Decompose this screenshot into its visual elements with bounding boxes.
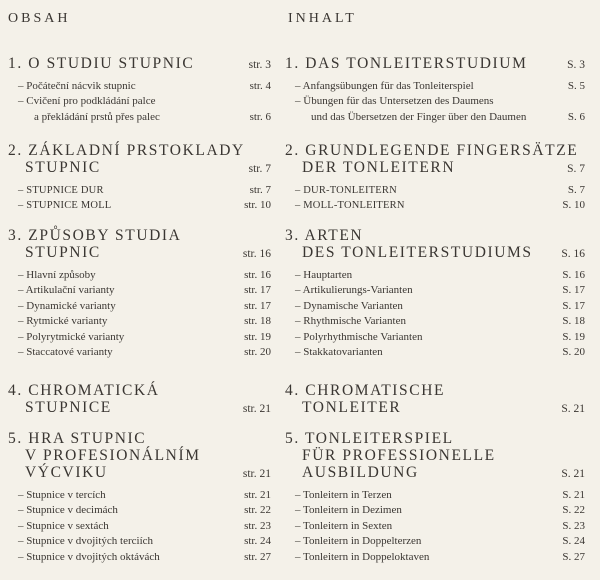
column-title: INHALT bbox=[288, 11, 357, 26]
toc-entry-label: – Artikulierungs-Varianten bbox=[295, 284, 413, 297]
toc-entry[interactable] bbox=[285, 330, 585, 345]
toc-entry-page-number: S. 17 bbox=[562, 284, 585, 297]
toc-entry[interactable] bbox=[8, 345, 271, 360]
toc-entry-page-number: str. 24 bbox=[244, 535, 271, 548]
subsection-list bbox=[8, 488, 271, 565]
toc-entry[interactable] bbox=[8, 299, 271, 314]
section-heading-line: FÜR PROFESSIONELLE bbox=[302, 447, 496, 464]
subsection-list bbox=[285, 488, 585, 565]
toc-entry[interactable] bbox=[285, 519, 585, 534]
toc-entry[interactable] bbox=[285, 94, 585, 109]
section-heading-line: TONLEITER bbox=[302, 399, 402, 416]
section-heading[interactable] bbox=[285, 142, 585, 176]
section-page-number: S. 3 bbox=[567, 59, 585, 71]
toc-entry[interactable] bbox=[8, 330, 271, 345]
toc-entry[interactable] bbox=[8, 314, 271, 329]
toc-entry-page-number: S. 5 bbox=[567, 80, 585, 92]
subsection-list bbox=[285, 268, 585, 360]
toc-entry-label: – Počáteční nácvik stupnic bbox=[18, 80, 136, 92]
toc-entry-label: – Tonleitern in Doppeloktaven bbox=[295, 550, 430, 563]
toc-entry[interactable] bbox=[8, 94, 271, 109]
toc-entry[interactable] bbox=[285, 314, 585, 329]
toc-entry-label: – MOLL-TONLEITERN bbox=[295, 200, 405, 212]
toc-entry-label: – Cvičení pro podkládání palce bbox=[18, 95, 156, 108]
toc-entry-label: – Übungen für das Untersetzen des Daumens bbox=[295, 95, 494, 108]
toc-entry-page-number: str. 23 bbox=[244, 519, 271, 532]
section-heading-line: 5. HRA STUPNIC bbox=[8, 430, 147, 447]
toc-entry-page-number: S. 19 bbox=[562, 330, 585, 343]
toc-entry[interactable] bbox=[285, 79, 585, 94]
section-heading-line: 4. CHROMATISCHE bbox=[285, 382, 446, 399]
toc-entry[interactable] bbox=[8, 79, 271, 94]
section-heading-line: DES TONLEITERSTUDIUMS bbox=[302, 244, 533, 261]
toc-entry-page-number: str. 19 bbox=[244, 330, 271, 343]
toc-entry-label: – Stupnice v dvojitých oktávách bbox=[18, 550, 160, 563]
toc-entry-page-number: str. 18 bbox=[244, 315, 271, 328]
toc-entry[interactable] bbox=[285, 299, 585, 314]
toc-entry-label: – Tonleitern in Terzen bbox=[295, 489, 392, 501]
toc-entry-page-number: str. 7 bbox=[249, 184, 271, 196]
section-heading-line: V PROFESIONÁLNÍM bbox=[25, 447, 201, 464]
section-heading-line: 3. ARTEN bbox=[285, 227, 364, 244]
toc-entry-page-number: str. 17 bbox=[244, 284, 271, 297]
subsection-list bbox=[8, 183, 271, 214]
toc-entry-label: – Stupnice v sextách bbox=[18, 519, 109, 532]
toc-entry-label: – Hlavní způsoby bbox=[18, 269, 96, 281]
subsection-list bbox=[8, 79, 271, 125]
toc-entry-page-number: S. 21 bbox=[562, 489, 585, 501]
toc-entry[interactable] bbox=[8, 519, 271, 534]
section-heading[interactable] bbox=[8, 55, 271, 72]
toc-entry[interactable] bbox=[285, 503, 585, 518]
section-page-number: S. 21 bbox=[561, 403, 585, 415]
toc-entry-label: – STUPNICE DUR bbox=[18, 185, 104, 196]
toc-entry-page-number: str. 4 bbox=[249, 80, 271, 92]
toc-entry-page-number: S. 24 bbox=[562, 535, 585, 548]
toc-entry-page-number: S. 23 bbox=[562, 519, 585, 532]
toc-entry[interactable] bbox=[285, 550, 585, 565]
toc-entry-label: – Stupnice v dvojitých terciích bbox=[18, 535, 154, 548]
toc-entry-page-number: S. 7 bbox=[567, 184, 585, 196]
section-heading-line: 3. ZPŮSOBY STUDIA bbox=[8, 227, 182, 244]
subsection-list bbox=[8, 268, 271, 360]
toc-entry-label: – Staccatové varianty bbox=[18, 345, 113, 358]
toc-entry[interactable] bbox=[285, 488, 585, 503]
toc-entry-label: – Polyrytmické varianty bbox=[18, 330, 125, 343]
toc-section bbox=[8, 55, 271, 125]
section-heading-line: 1. DAS TONLEITERSTUDIUM bbox=[285, 55, 528, 72]
toc-entry[interactable] bbox=[8, 488, 271, 503]
section-heading-line: 5. TONLEITERSPIEL bbox=[285, 430, 454, 447]
toc-section bbox=[8, 227, 271, 360]
toc-entry-page-number: S. 17 bbox=[562, 299, 585, 312]
section-heading[interactable] bbox=[285, 382, 585, 416]
section-page-number: str. 7 bbox=[248, 163, 271, 175]
column-title: OBSAH bbox=[8, 11, 71, 26]
toc-entry-page-number: S. 22 bbox=[562, 504, 585, 517]
section-page-number: S. 21 bbox=[561, 468, 585, 480]
section-heading[interactable] bbox=[285, 55, 585, 72]
section-page-number: str. 21 bbox=[242, 403, 271, 415]
section-heading[interactable] bbox=[285, 430, 585, 481]
toc-entry[interactable] bbox=[8, 268, 271, 283]
toc-entry[interactable] bbox=[8, 198, 271, 213]
toc-entry-page-number: S. 27 bbox=[562, 550, 585, 563]
toc-section bbox=[8, 382, 271, 416]
toc-entry-label: – Rytmické varianty bbox=[18, 315, 108, 328]
section-heading[interactable] bbox=[285, 227, 585, 261]
toc-entry-label: – DUR-TONLEITERN bbox=[295, 185, 397, 196]
toc-section bbox=[8, 430, 271, 565]
toc-entry-page-number: S. 10 bbox=[562, 199, 585, 212]
toc-entry-page-number: str. 22 bbox=[244, 504, 271, 517]
toc-entry-label: – Stupnice v tercích bbox=[18, 489, 106, 501]
toc-entry-page-number: str. 16 bbox=[244, 269, 271, 281]
section-heading-line: 4. CHROMATICKÁ bbox=[8, 382, 160, 399]
section-heading-line: 2. GRUNDLEGENDE FINGERSÄTZE bbox=[285, 142, 579, 159]
toc-entry-label: – STUPNICE MOLL bbox=[18, 200, 112, 212]
toc-entry[interactable] bbox=[285, 110, 585, 125]
section-heading-line: 2. ZÁKLADNÍ PRSTOKLADY bbox=[8, 142, 245, 159]
toc-entry-label: – Artikulační varianty bbox=[18, 284, 115, 297]
section-heading-line: DER TONLEITERN bbox=[302, 159, 456, 176]
toc-entry-page-number: S. 16 bbox=[562, 269, 585, 281]
toc-entry[interactable] bbox=[285, 268, 585, 283]
toc-section bbox=[285, 55, 585, 125]
toc-entry-page-number: str. 20 bbox=[244, 345, 271, 358]
toc-entry-page-number: str. 17 bbox=[244, 299, 271, 312]
toc-entry-page-number: S. 20 bbox=[562, 345, 585, 358]
toc-entry-label: – Stakkatovarianten bbox=[295, 345, 383, 358]
toc-section bbox=[285, 227, 585, 360]
toc-entry-label: und das Übersetzen der Finger über den Daumen bbox=[311, 110, 527, 123]
toc-entry-label: – Dynamische Varianten bbox=[295, 299, 403, 312]
section-heading-line: STUPNIC bbox=[25, 159, 101, 176]
toc-entry-page-number: S. 6 bbox=[567, 110, 585, 123]
toc-entry[interactable] bbox=[285, 198, 585, 213]
section-heading[interactable] bbox=[8, 227, 271, 261]
toc-entry-label: – Polyrhythmische Varianten bbox=[295, 330, 423, 343]
section-heading[interactable] bbox=[8, 430, 271, 481]
toc-entry-page-number: S. 18 bbox=[562, 315, 585, 328]
toc-entry-label: – Rhythmische Varianten bbox=[295, 315, 406, 328]
section-page-number: S. 7 bbox=[567, 163, 585, 175]
section-heading-line: STUPNIC bbox=[25, 244, 101, 261]
toc-entry-label: – Tonleitern in Sexten bbox=[295, 519, 393, 532]
toc-entry[interactable] bbox=[8, 550, 271, 565]
toc-entry-page-number: str. 27 bbox=[244, 550, 271, 563]
toc-entry[interactable] bbox=[285, 345, 585, 360]
section-heading-line: STUPNICE bbox=[25, 399, 112, 416]
toc-entry-label: – Dynamické varianty bbox=[18, 299, 116, 312]
toc-entry[interactable] bbox=[8, 183, 271, 198]
section-page-number: str. 21 bbox=[242, 468, 271, 480]
toc-entry-page-number: str. 21 bbox=[244, 489, 271, 501]
section-heading-line: AUSBILDUNG bbox=[302, 464, 419, 481]
toc-section bbox=[285, 430, 585, 565]
section-page-number: str. 3 bbox=[248, 59, 271, 71]
section-page-number: str. 16 bbox=[242, 248, 271, 260]
subsection-list bbox=[285, 183, 585, 214]
section-heading-line: VÝCVIKU bbox=[25, 464, 108, 481]
toc-entry[interactable] bbox=[285, 534, 585, 549]
toc-entry-label: a překládání prstů přes palec bbox=[34, 110, 160, 123]
toc-entry-label: – Tonleitern in Doppelterzen bbox=[295, 535, 422, 548]
section-heading[interactable] bbox=[8, 382, 271, 416]
section-heading[interactable] bbox=[8, 142, 271, 176]
toc-section bbox=[8, 142, 271, 214]
toc-entry[interactable] bbox=[8, 110, 271, 125]
toc-entry-page-number: str. 6 bbox=[249, 110, 271, 123]
section-page-number: S. 16 bbox=[561, 248, 585, 260]
toc-entry[interactable] bbox=[8, 503, 271, 518]
toc-entry-label: – Stupnice v decimách bbox=[18, 504, 118, 517]
toc-entry-label: – Tonleitern in Dezimen bbox=[295, 504, 402, 517]
toc-entry-label: – Hauptarten bbox=[295, 269, 353, 281]
toc-entry[interactable] bbox=[285, 183, 585, 198]
toc-section bbox=[285, 142, 585, 214]
toc-entry[interactable] bbox=[8, 534, 271, 549]
toc-entry[interactable] bbox=[8, 283, 271, 298]
toc-entry-label: – Anfangsübungen für das Tonleiterspiel bbox=[295, 80, 474, 92]
toc-section bbox=[285, 382, 585, 416]
subsection-list bbox=[285, 79, 585, 125]
toc-entry-page-number: str. 10 bbox=[244, 199, 271, 212]
section-heading-line: 1. O STUDIU STUPNIC bbox=[8, 55, 195, 72]
toc-entry[interactable] bbox=[285, 283, 585, 298]
